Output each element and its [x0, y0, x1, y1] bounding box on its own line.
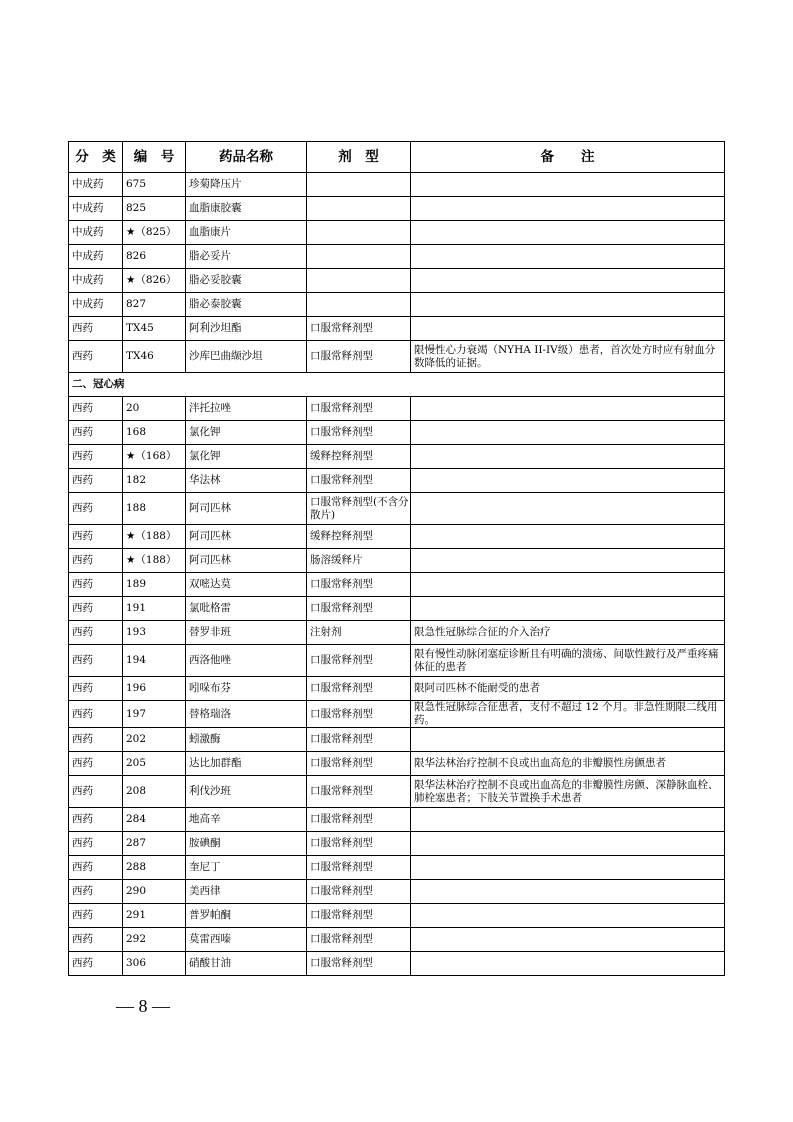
cell-note [411, 856, 725, 880]
cell-category: 西药 [69, 701, 123, 728]
cell-category: 西药 [69, 341, 123, 373]
cell-note [411, 397, 725, 421]
cell-form: 口服常释剂型 [307, 952, 411, 976]
cell-category: 西药 [69, 317, 123, 341]
cell-name: 脂必妥片 [186, 245, 307, 269]
cell-category: 西药 [69, 728, 123, 752]
cell-name: 西洛他唑 [186, 645, 307, 677]
cell-form: 口服常释剂型 [307, 928, 411, 952]
cell-code: 306 [123, 952, 186, 976]
cell-code: 189 [123, 573, 186, 597]
cell-form: 口服常释剂型 [307, 728, 411, 752]
cell-name: 泮托拉唑 [186, 397, 307, 421]
cell-category: 西药 [69, 445, 123, 469]
cell-category: 西药 [69, 677, 123, 701]
page-number: — 8 — [116, 996, 170, 1016]
header-note: 备 注 [411, 142, 725, 173]
cell-form: 口服常释剂型 [307, 421, 411, 445]
cell-category: 西药 [69, 952, 123, 976]
table-row [69, 832, 725, 856]
table-row [69, 493, 725, 525]
cell-form [307, 293, 411, 317]
cell-form: 口服常释剂型 [307, 880, 411, 904]
cell-note [411, 173, 725, 197]
cell-code: 191 [123, 597, 186, 621]
table-row [69, 645, 725, 677]
table-row [69, 221, 725, 245]
cell-name: 吲哚布芬 [186, 677, 307, 701]
cell-name: 莫雷西嗪 [186, 928, 307, 952]
cell-note [411, 221, 725, 245]
cell-form: 口服常释剂型 [307, 645, 411, 677]
cell-name: 阿司匹林 [186, 493, 307, 525]
cell-note [411, 445, 725, 469]
cell-code: 188 [123, 493, 186, 525]
cell-note: 限急性冠脉综合征的介入治疗 [411, 621, 725, 645]
cell-code: 208 [123, 776, 186, 808]
cell-form: 口服常释剂型 [307, 573, 411, 597]
cell-name: 血脂康胶囊 [186, 197, 307, 221]
cell-name: 珍菊降压片 [186, 173, 307, 197]
cell-category: 西药 [69, 397, 123, 421]
cell-form: 口服常释剂型 [307, 701, 411, 728]
cell-name: 氯化钾 [186, 421, 307, 445]
cell-code: 197 [123, 701, 186, 728]
cell-form: 口服常释剂型 [307, 776, 411, 808]
table-body-coronary [69, 397, 725, 976]
header-name: 药品名称 [186, 142, 307, 173]
cell-code: ★（188） [123, 549, 186, 573]
cell-category: 中成药 [69, 293, 123, 317]
cell-code: 168 [123, 421, 186, 445]
section-row-group [69, 373, 725, 397]
cell-name: 蚓激酶 [186, 728, 307, 752]
cell-note [411, 952, 725, 976]
cell-form [307, 269, 411, 293]
table-row [69, 904, 725, 928]
cell-code: ★（188） [123, 525, 186, 549]
cell-note [411, 597, 725, 621]
cell-form: 口服常释剂型 [307, 597, 411, 621]
cell-name: 脂必泰胶囊 [186, 293, 307, 317]
table-row [69, 621, 725, 645]
cell-form: 注射剂 [307, 621, 411, 645]
cell-note: 限阿司匹林不能耐受的患者 [411, 677, 725, 701]
cell-code: ★（826） [123, 269, 186, 293]
cell-name: 奎尼丁 [186, 856, 307, 880]
table-row [69, 245, 725, 269]
cell-name: 氯化钾 [186, 445, 307, 469]
table-row [69, 728, 725, 752]
cell-note [411, 928, 725, 952]
table-body-hypertension [69, 173, 725, 373]
table-row [69, 397, 725, 421]
table-row [69, 293, 725, 317]
table-row [69, 573, 725, 597]
table-row [69, 856, 725, 880]
cell-name: 血脂康片 [186, 221, 307, 245]
cell-name: 华法林 [186, 469, 307, 493]
cell-code: 826 [123, 245, 186, 269]
cell-category: 西药 [69, 469, 123, 493]
cell-code: ★（168） [123, 445, 186, 469]
cell-name: 阿司匹林 [186, 549, 307, 573]
cell-form [307, 221, 411, 245]
cell-form: 缓释控释剂型 [307, 445, 411, 469]
cell-note: 限华法林治疗控制不良或出血高危的非瓣膜性房颤、深静脉血栓、肺栓塞患者；下肢关节置换手术患者 [411, 776, 725, 808]
cell-form: 口服常释剂型 [307, 397, 411, 421]
header-form: 剂 型 [307, 142, 411, 173]
cell-code: 284 [123, 808, 186, 832]
cell-code: 292 [123, 928, 186, 952]
cell-code: 182 [123, 469, 186, 493]
cell-code: 290 [123, 880, 186, 904]
cell-category: 西药 [69, 549, 123, 573]
cell-note: 限华法林治疗控制不良或出血高危的非瓣膜性房颤患者 [411, 752, 725, 776]
cell-category: 西药 [69, 752, 123, 776]
table-row [69, 269, 725, 293]
cell-code: 827 [123, 293, 186, 317]
table-row [69, 525, 725, 549]
table-row [69, 469, 725, 493]
cell-name: 地高辛 [186, 808, 307, 832]
cell-category: 西药 [69, 421, 123, 445]
cell-note [411, 493, 725, 525]
table-row [69, 928, 725, 952]
cell-category: 中成药 [69, 197, 123, 221]
cell-code: 194 [123, 645, 186, 677]
cell-name: 氯吡格雷 [186, 597, 307, 621]
cell-code: TX46 [123, 341, 186, 373]
cell-note [411, 904, 725, 928]
cell-category: 西药 [69, 493, 123, 525]
cell-category: 西药 [69, 597, 123, 621]
cell-note [411, 573, 725, 597]
cell-code: 291 [123, 904, 186, 928]
table-row [69, 317, 725, 341]
cell-name: 替罗非班 [186, 621, 307, 645]
cell-code: 675 [123, 173, 186, 197]
cell-category: 西药 [69, 645, 123, 677]
table-row [69, 197, 725, 221]
cell-form [307, 197, 411, 221]
cell-note [411, 421, 725, 445]
section-title-row [69, 373, 725, 397]
cell-name: 美西律 [186, 880, 307, 904]
cell-code: 193 [123, 621, 186, 645]
table-row [69, 341, 725, 373]
cell-form [307, 173, 411, 197]
table-row [69, 677, 725, 701]
table-row [69, 952, 725, 976]
cell-form: 缓释控释剂型 [307, 525, 411, 549]
cell-note [411, 293, 725, 317]
cell-note [411, 269, 725, 293]
cell-code: 288 [123, 856, 186, 880]
cell-name: 阿利沙坦酯 [186, 317, 307, 341]
cell-category: 西药 [69, 808, 123, 832]
cell-name: 胺碘酮 [186, 832, 307, 856]
cell-form: 口服常释剂型 [307, 317, 411, 341]
cell-form: 口服常释剂型 [307, 904, 411, 928]
table-row [69, 752, 725, 776]
cell-form: 口服常释剂型 [307, 341, 411, 373]
section-title: 二、冠心病 [69, 373, 725, 397]
cell-category: 西药 [69, 525, 123, 549]
cell-category: 西药 [69, 832, 123, 856]
cell-form: 口服常释剂型 [307, 752, 411, 776]
cell-name: 脂必妥胶囊 [186, 269, 307, 293]
cell-form: 口服常释剂型(不含分散片) [307, 493, 411, 525]
cell-form: 肠溶缓释片 [307, 549, 411, 573]
cell-code: 287 [123, 832, 186, 856]
cell-code: ★（825） [123, 221, 186, 245]
cell-name: 普罗帕酮 [186, 904, 307, 928]
cell-form: 口服常释剂型 [307, 832, 411, 856]
cell-name: 硝酸甘油 [186, 952, 307, 976]
cell-note [411, 880, 725, 904]
cell-code: TX45 [123, 317, 186, 341]
cell-note: 限慢性心力衰竭（NYHA II-IV级）患者，首次处方时应有射血分数降低的证据。 [411, 341, 725, 373]
cell-form: 口服常释剂型 [307, 808, 411, 832]
table-row [69, 808, 725, 832]
cell-note [411, 832, 725, 856]
cell-name: 沙库巴曲缬沙坦 [186, 341, 307, 373]
table-row [69, 421, 725, 445]
cell-code: 202 [123, 728, 186, 752]
cell-name: 阿司匹林 [186, 525, 307, 549]
table-row [69, 549, 725, 573]
cell-note [411, 245, 725, 269]
cell-name: 替格瑞洛 [186, 701, 307, 728]
table-row [69, 776, 725, 808]
cell-category: 西药 [69, 904, 123, 928]
cell-code: 20 [123, 397, 186, 421]
cell-name: 利伐沙班 [186, 776, 307, 808]
cell-form: 口服常释剂型 [307, 469, 411, 493]
cell-note [411, 469, 725, 493]
cell-category: 中成药 [69, 269, 123, 293]
table-row [69, 880, 725, 904]
cell-name: 达比加群酯 [186, 752, 307, 776]
cell-form [307, 245, 411, 269]
cell-note [411, 317, 725, 341]
cell-category: 西药 [69, 880, 123, 904]
header-code: 编 号 [123, 142, 186, 173]
cell-category: 西药 [69, 928, 123, 952]
table-row [69, 701, 725, 728]
cell-form: 口服常释剂型 [307, 677, 411, 701]
cell-note [411, 197, 725, 221]
cell-code: 205 [123, 752, 186, 776]
cell-form: 口服常释剂型 [307, 856, 411, 880]
table-row [69, 173, 725, 197]
cell-category: 中成药 [69, 245, 123, 269]
cell-note [411, 549, 725, 573]
cell-category: 西药 [69, 573, 123, 597]
cell-note [411, 808, 725, 832]
cell-category: 西药 [69, 776, 123, 808]
cell-category: 中成药 [69, 221, 123, 245]
table-header-row [69, 142, 725, 173]
cell-name: 双嘧达莫 [186, 573, 307, 597]
table-row [69, 597, 725, 621]
cell-note: 限有慢性动脉闭塞症诊断且有明确的溃疡、间歇性跛行及严重疼痛体征的患者 [411, 645, 725, 677]
table-row [69, 445, 725, 469]
drug-list-table [68, 141, 725, 976]
cell-note: 限急性冠脉综合征患者，支付不超过 12 个月。非急性期限二线用药。 [411, 701, 725, 728]
cell-note [411, 728, 725, 752]
cell-category: 中成药 [69, 173, 123, 197]
header-category: 分 类 [69, 142, 123, 173]
cell-note [411, 525, 725, 549]
cell-code: 196 [123, 677, 186, 701]
cell-code: 825 [123, 197, 186, 221]
cell-category: 西药 [69, 621, 123, 645]
cell-category: 西药 [69, 856, 123, 880]
